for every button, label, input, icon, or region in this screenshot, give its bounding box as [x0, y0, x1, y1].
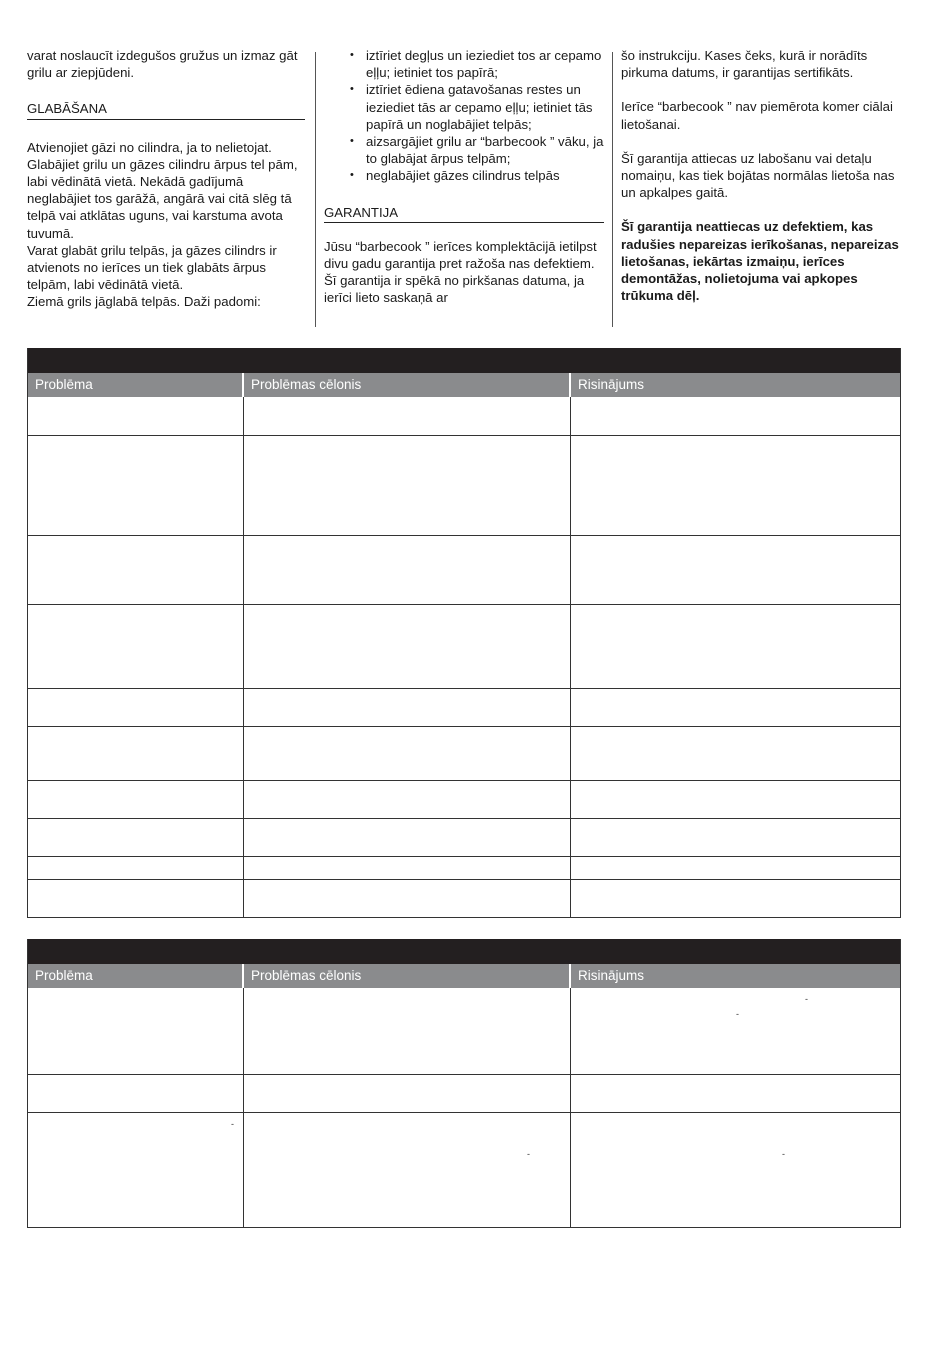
paragraph: Atvienojiet gāzi no cilindra, ja to nelietojat. Glabājiet grilu un gāzes cilindru ārpus tel pām, labi vēdinātā vietā. Nekādā gadījumā neglabājiet tos garāžā, angārā vai citā slēg tā telpā vai atklātas uguns, vai karstuma avota tuvumā. — [27, 139, 298, 241]
hyphen-mark: - — [231, 1119, 234, 1129]
header-problem: Problēma — [28, 373, 244, 397]
header-cause: Problēmas cēlonis — [244, 964, 571, 988]
hyphen-mark: - — [736, 1009, 739, 1019]
table-header — [28, 373, 900, 397]
paragraph: Varat glabāt grilu telpās, ja gāzes cilindrs ir atvienots no ierīces un tiek glabāts ārpus telpām, labi vēdinātā vietā. — [27, 242, 277, 293]
table-row — [28, 818, 900, 856]
paragraph: šo instrukciju. Kases čeks, kurā ir norādīts pirkuma datums, ir garantijas sertifikāts. — [621, 48, 868, 81]
table-row — [28, 535, 900, 604]
table-row — [28, 856, 900, 879]
paragraph: Šī garantija attiecas uz labošanu vai detaļu nomaiņu, kas tiek bojātas normālas lietoša nas un apkalpes gaitā. — [621, 150, 895, 201]
list-item: • iztīriet degļus un ieziediet tos ar cepamo eļļu; ietiniet tos papīrā; — [324, 47, 604, 81]
table-row — [28, 780, 900, 818]
text-column-2 — [324, 47, 604, 307]
table-row — [28, 688, 900, 726]
table-title-bar — [28, 348, 900, 373]
hyphen-mark: - — [782, 1149, 785, 1159]
list-item: • iztīriet ēdiena gatavošanas restes un ieziediet tās ar cepamo eļļu; ietiniet tās papīrā un noglabājiet telpās; — [324, 81, 604, 133]
header-solution: Risinājums — [578, 968, 645, 983]
section-heading-warranty: GARANTIJA — [324, 204, 604, 223]
list-item: • aizsargājiet grilu ar “barbecook ” vāku, ja to glabājat ārpus telpām; — [324, 133, 604, 167]
header-cause: Problēmas cēlonis — [244, 373, 571, 397]
table-row — [28, 435, 900, 535]
troubleshooting-table-1 — [27, 348, 901, 918]
hyphen-mark: - — [805, 994, 808, 1004]
section-heading-storage: GLABĀŠANA — [27, 100, 305, 119]
troubleshooting-table-2 — [27, 939, 901, 1228]
table-row — [28, 397, 900, 435]
table-row — [28, 1074, 900, 1112]
paragraph: Jūsu “barbecook ” ierīces komplektācijā ietilpst divu gadu garantija pret ražoša nas defektiem. Šī garantija ir spēkā no pirkšanas datuma, ja ierīci lieto saskaņā ar — [324, 238, 597, 306]
table-row — [28, 1112, 900, 1227]
paragraph: Ierīce “barbecook ” nav piemērota komer ciālai lietošanai. — [621, 99, 893, 132]
storage-tips-list — [324, 47, 604, 185]
column-divider — [612, 52, 613, 327]
table-row — [28, 879, 900, 917]
paragraph: varat noslaucīt izdegušos gružus un izmaz gāt grilu ar ziepjūdeni. — [27, 48, 298, 81]
list-item: • neglabājiet gāzes cilindrus telpās — [324, 167, 604, 184]
hyphen-mark: - — [527, 1149, 530, 1159]
text-column-1 — [27, 47, 305, 311]
table-row — [28, 604, 900, 688]
table-title-bar — [28, 939, 900, 964]
table-row — [28, 726, 900, 780]
header-solution: Risinājums — [578, 377, 645, 392]
header-problem: Problēma — [28, 964, 244, 988]
table-header — [28, 964, 900, 988]
text-column-3 — [621, 47, 901, 304]
paragraph-bold: Šī garantija neattiecas uz defektiem, kas radušies nepareizas ierīkošanas, nepareizas lietošanas, iekārtas izmaiņu, ierīces demontāžas, nolietojuma vai apkopes trūkuma dēļ. — [621, 219, 899, 304]
table-row — [28, 988, 900, 1074]
column-divider — [315, 52, 316, 327]
paragraph: Ziemā grils jāglabā telpās. Daži padomi: — [27, 294, 261, 310]
